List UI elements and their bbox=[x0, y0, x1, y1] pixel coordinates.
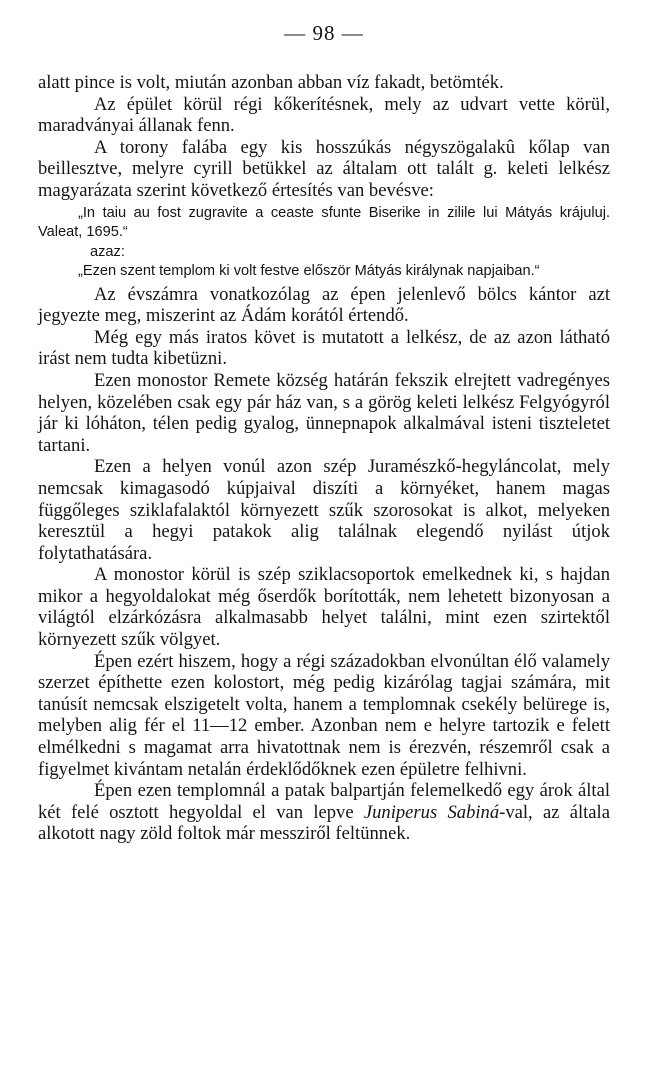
paragraph-8: A monostor körül is szép sziklacsoportok emelkednek ki, s hajdan mikor a hegyoldalokat még őserdők borították, nem lehetett bizonyosan a világtól elzárkózásra alkalmasabb helyet találni, mint ezen szirtektől környezett szűk völgyet. bbox=[38, 564, 610, 651]
paragraph-5: Még egy más iratos követ is mutatott a lelkész, de az azon látható irást nem tudta kibetüzni. bbox=[38, 326, 610, 370]
paragraph-4: Az évszámra vonatkozólag az épen jelenlevő bölcs kántor azt jegyezte meg, miszerint az Ádám korától értendő. bbox=[38, 283, 610, 327]
paragraph-3: A torony falába egy kis hosszúkás négyszögalakû kőlap van beillesztve, melyre cyrill betükkel az általam ott talált g. keleti lelkész magyarázata szerint következő értesítés van bevésve: bbox=[38, 136, 610, 201]
paragraph-10-text-b: -val, az általa alkotott nagy zöld foltok már messziről feltünnek. bbox=[38, 801, 610, 845]
paragraph-2: Az épület körül régi kőkerítésnek, mely az udvart vette körül, maradványai állanak fenn. bbox=[38, 93, 610, 137]
paragraph-10 bbox=[38, 780, 610, 845]
paragraph-6: Ezen monostor Remete község határán fekszik elrejtett vadregényes helyen, közelében csak egy pár ház van, s a görög keleti lelkész Felgyógyról jár ki lóháton, télen pedig gyalog, ünnepnapok alkalmával isteni tiszteletet tartani. bbox=[38, 369, 610, 456]
species-name: Juniperus Sabiná bbox=[363, 801, 500, 823]
book-page bbox=[38, 20, 610, 845]
paragraph-7: Ezen a helyen vonúl azon szép Juramészkő-hegyláncolat, mely nemcsak kimagasodó kúpjaival diszíti a környéket, hanem magas függőleges sziklafalaktól környezett szűk szorosokat is alkot, melyeken keresztül a hegyi patakok alig találnak elegendő nyilást útjok folytathatására. bbox=[38, 456, 610, 564]
paragraph-9: Épen ezért hiszem, hogy a régi századokban elvonúltan élő valamely szerzet építhette ezen kolostort, még pedig kizárólag tagjai számára, mit tanúsít nemcsak elszigetelt volta, hanem a templomnak csekély belürege is, melyben alig fér el 11—12 ember. Azonban nem e helyre tartozik e felett elmélkedni s magamat arra hivatottnak nem is érezvén, részemről csak a figyelmet kivántam netalán érdeklődőknek ezen épületre felhivni. bbox=[38, 650, 610, 780]
paragraph-1: alatt pince is volt, miután azonban abban víz fakadt, betömték. bbox=[38, 72, 504, 93]
azaz-label: azaz: bbox=[90, 243, 125, 260]
paragraph-10-text-a: Épen ezen templomnál a patak balpartján felemelkedő egy árok által két felé osztott hegyoldal el van lepve bbox=[38, 780, 610, 823]
inscription-quote: „In taiu au fost zugravite a ceaste sfunte Biserike in zilile lui Mátyás krájuluj. Valeat, 1695.“ bbox=[38, 204, 610, 241]
inscription-translation: „Ezen szent templom ki volt festve először Mátyás királynak napjaiban.“ bbox=[78, 263, 540, 280]
page-number: — 98 — bbox=[284, 21, 364, 45]
